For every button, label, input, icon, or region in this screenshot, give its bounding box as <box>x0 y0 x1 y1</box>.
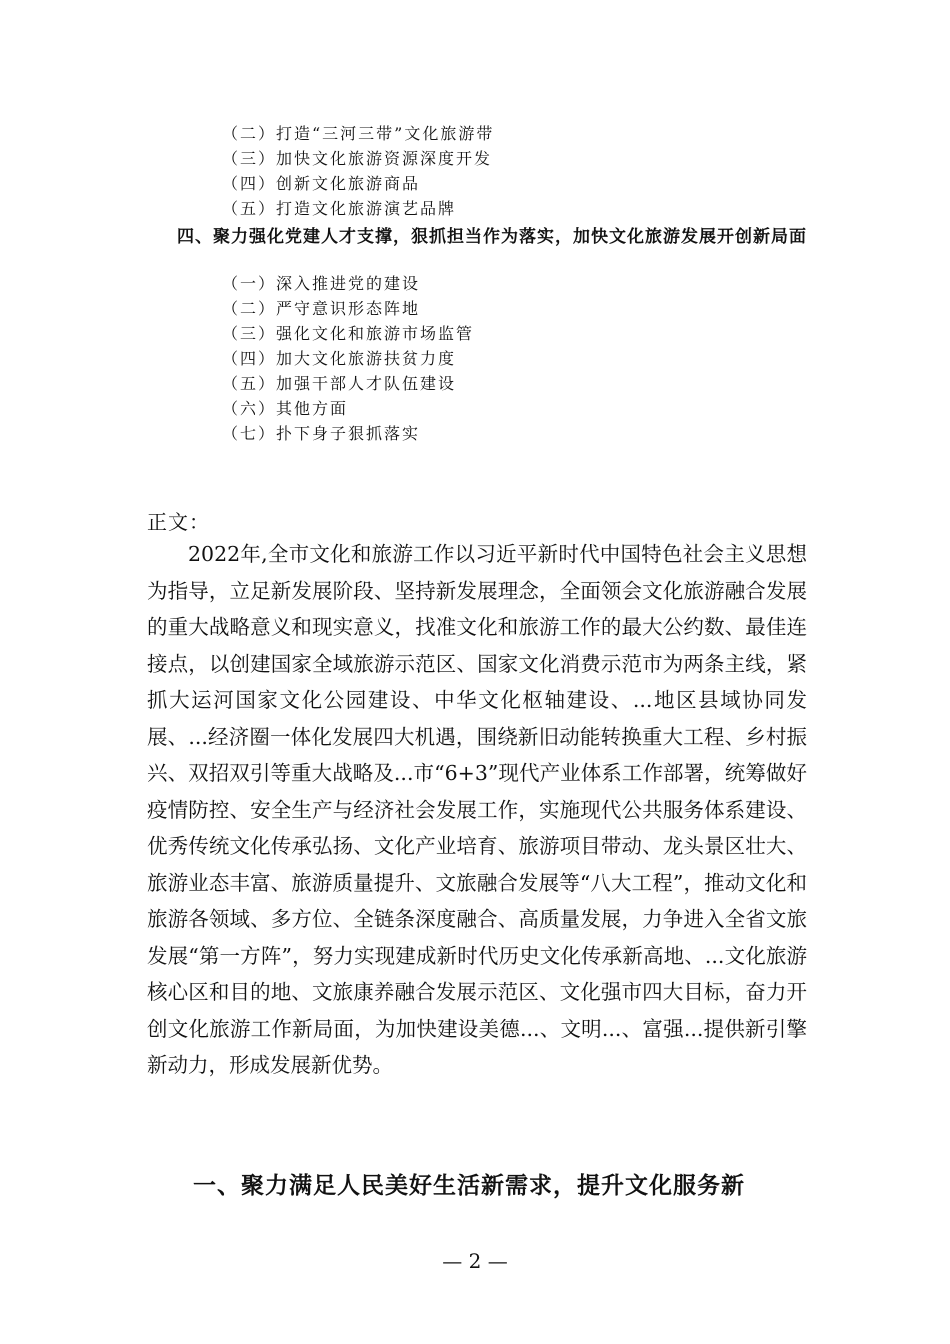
toc-item: （三）加快文化旅游资源深度开发 <box>222 149 493 168</box>
toc-item: （一）深入推进党的建设 <box>222 274 421 293</box>
toc-item: （四）创新文化旅游商品 <box>222 174 421 193</box>
toc-heading: 四、聚力强化党建人才支撑，狠抓担当作为落实，加快文化旅游发展开创新局面 <box>177 227 807 247</box>
toc-item: （六）其他方面 <box>222 399 349 418</box>
section-heading: 一、聚力满足人民美好生活新需求，提升文化服务新 <box>193 1173 745 1199</box>
toc-item: （三）强化文化和旅游市场监管 <box>222 324 475 343</box>
toc-item: （二）严守意识形态阵地 <box>222 299 421 318</box>
toc-item: （五）加强干部人才队伍建设 <box>222 374 457 393</box>
body-paragraph: 2022年,全市文化和旅游工作以习近平新时代中国特色社会主义思想为指导，立足新发展阶段、坚持新发展理念，全面领会文化旅游融合发展的重大战略意义和现实意义，找准文化和旅游工作的最大公约数、最佳连接点，以创建国家全域旅游示范区、国家文化消费示范市为两条主线，紧抓大运河国家文化公园建设、中华文化枢轴建设、...地区县域协同发展、...经济圈一体化发展四大机遇，围绕新旧动能转换重大工程、乡村振兴、双招双引等重大战略及...市“6+3”现代产业体系工作部署，统筹做好疫情防控、安全生产与经济社会发展工作，实施现代公共服务体系建设、优秀传统文化传承弘扬、文化产业培育、旅游项目带动、龙头景区壮大、旅游业态丰富、旅游质量提升、文旅融合发展等“八大工程”，推动文化和旅游各领域、多方位、全链条深度融合、高质量发展，力争进入全省文旅发展“第一方阵”，努力实现建成新时代历史文化传承新高地、...文化旅游核心区和目的地、文旅康养融合发展示范区、文化强市四大目标，奋力开创文化旅游工作新局面，为加快建设美德...、文明...、富强...提供新引擎新动力，形成发展新优势。 <box>147 542 807 1077</box>
page-number: — 2 — <box>442 1249 508 1273</box>
body-label: 正文： <box>147 510 210 534</box>
toc-item: （五）打造文化旅游演艺品牌 <box>222 199 457 218</box>
toc-item: （七）扑下身子狠抓落实 <box>222 424 421 443</box>
toc-item: （二）打造“三河三带”文化旅游带 <box>222 124 495 143</box>
toc-item: （四）加大文化旅游扶贫力度 <box>222 349 457 368</box>
